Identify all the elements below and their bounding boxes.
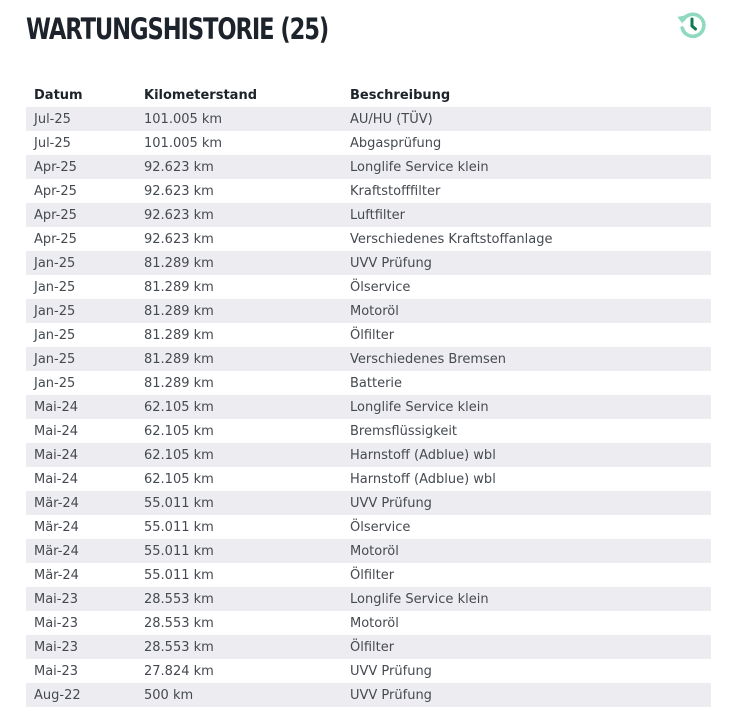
- cell-date: Jan-25: [34, 303, 76, 319]
- table-row: [26, 587, 711, 611]
- table-row: [26, 419, 711, 443]
- cell-mileage: 27.824 km: [144, 663, 214, 679]
- table-row: [26, 491, 711, 515]
- table-row: [26, 251, 711, 275]
- cell-description: Abgasprüfung: [350, 135, 442, 151]
- cell-mileage: 55.011 km: [144, 519, 214, 535]
- cell-description: UVV Prüfung: [350, 255, 432, 271]
- table-row: [26, 155, 711, 179]
- table-row: [26, 635, 711, 659]
- cell-mileage: 81.289 km: [144, 303, 214, 319]
- table-row: [26, 227, 711, 251]
- cell-mileage: 62.105 km: [144, 471, 214, 487]
- cell-mileage: 55.011 km: [144, 543, 214, 559]
- column-header-mileage: Kilometerstand: [144, 87, 258, 103]
- cell-description: Ölservice: [350, 279, 411, 295]
- cell-date: Apr-25: [34, 159, 77, 175]
- table-row: [26, 299, 711, 323]
- cell-date: Mai-24: [34, 399, 79, 415]
- cell-description: Ölfilter: [350, 639, 395, 655]
- column-header-description: Beschreibung: [350, 87, 451, 103]
- cell-description: Ölfilter: [350, 327, 395, 343]
- cell-date: Mär-24: [34, 495, 79, 511]
- cell-date: Mai-23: [34, 639, 79, 655]
- cell-mileage: 92.623 km: [144, 183, 214, 199]
- cell-date: Jan-25: [34, 255, 76, 271]
- cell-date: Jan-25: [34, 279, 76, 295]
- cell-mileage: 81.289 km: [144, 255, 214, 271]
- table-row: [26, 395, 711, 419]
- cell-date: Mai-23: [34, 615, 79, 631]
- cell-mileage: 55.011 km: [144, 495, 214, 511]
- cell-mileage: 62.105 km: [144, 447, 214, 463]
- table-row: [26, 467, 711, 491]
- cell-description: Harnstoff (Adblue) wbl: [350, 447, 496, 463]
- cell-mileage: 81.289 km: [144, 279, 214, 295]
- cell-description: Motoröl: [350, 615, 399, 631]
- cell-description: Motoröl: [350, 543, 399, 559]
- cell-date: Mär-24: [34, 519, 79, 535]
- cell-date: Jan-25: [34, 375, 76, 391]
- table-row: [26, 323, 711, 347]
- table-row: [26, 179, 711, 203]
- column-header-date: Datum: [34, 87, 83, 103]
- cell-description: Harnstoff (Adblue) wbl: [350, 471, 496, 487]
- cell-mileage: 28.553 km: [144, 615, 214, 631]
- cell-mileage: 55.011 km: [144, 567, 214, 583]
- table-row: [26, 611, 711, 635]
- cell-mileage: 81.289 km: [144, 351, 214, 367]
- cell-mileage: 62.105 km: [144, 399, 214, 415]
- cell-mileage: 500 km: [144, 687, 194, 703]
- cell-mileage: 101.005 km: [144, 135, 223, 151]
- cell-date: Apr-25: [34, 231, 77, 247]
- table-row: [26, 563, 711, 587]
- cell-date: Mai-23: [34, 663, 79, 679]
- page-title: WARTUNGSHISTORIE (25): [26, 12, 329, 46]
- cell-date: Mai-24: [34, 423, 79, 439]
- table-row: [26, 371, 711, 395]
- cell-date: Mai-23: [34, 591, 79, 607]
- cell-mileage: 62.105 km: [144, 423, 214, 439]
- cell-date: Jan-25: [34, 351, 76, 367]
- history-clock-icon: [675, 8, 709, 42]
- cell-description: Longlife Service klein: [350, 399, 489, 415]
- table-row: [26, 539, 711, 563]
- cell-mileage: 81.289 km: [144, 327, 214, 343]
- table-row: [26, 683, 711, 707]
- table-row: [26, 659, 711, 683]
- table-row: [26, 275, 711, 299]
- cell-mileage: 28.553 km: [144, 639, 214, 655]
- cell-date: Mai-24: [34, 447, 79, 463]
- cell-description: Verschiedenes Bremsen: [350, 351, 507, 367]
- cell-description: Kraftstofffilter: [350, 183, 441, 199]
- cell-mileage: 92.623 km: [144, 159, 214, 175]
- cell-description: AU/HU (TÜV): [350, 111, 433, 127]
- cell-description: UVV Prüfung: [350, 495, 432, 511]
- page-header: [26, 8, 711, 52]
- cell-description: Verschiedenes Kraftstoffanlage: [350, 231, 553, 247]
- cell-description: Batterie: [350, 375, 403, 391]
- maintenance-history-table: [26, 83, 711, 707]
- table-row: [26, 107, 711, 131]
- cell-mileage: 92.623 km: [144, 207, 214, 223]
- cell-date: Apr-25: [34, 207, 77, 223]
- cell-description: Longlife Service klein: [350, 591, 489, 607]
- cell-description: Ölfilter: [350, 567, 395, 583]
- cell-date: Jul-25: [34, 135, 71, 151]
- table-row: [26, 131, 711, 155]
- table-row: [26, 515, 711, 539]
- cell-date: Mär-24: [34, 567, 79, 583]
- cell-description: UVV Prüfung: [350, 663, 432, 679]
- cell-mileage: 101.005 km: [144, 111, 223, 127]
- cell-description: Bremsflüssigkeit: [350, 423, 458, 439]
- cell-date: Jan-25: [34, 327, 76, 343]
- cell-description: UVV Prüfung: [350, 687, 432, 703]
- table-row: [26, 203, 711, 227]
- cell-description: Ölservice: [350, 519, 411, 535]
- cell-mileage: 28.553 km: [144, 591, 214, 607]
- cell-description: Motoröl: [350, 303, 399, 319]
- cell-date: Mai-24: [34, 471, 79, 487]
- table-header: [26, 83, 711, 107]
- cell-date: Apr-25: [34, 183, 77, 199]
- table-row: [26, 443, 711, 467]
- cell-description: Longlife Service klein: [350, 159, 489, 175]
- history-button[interactable]: [675, 8, 709, 42]
- cell-mileage: 81.289 km: [144, 375, 214, 391]
- cell-date: Aug-22: [34, 687, 81, 703]
- cell-date: Jul-25: [34, 111, 71, 127]
- cell-date: Mär-24: [34, 543, 79, 559]
- cell-mileage: 92.623 km: [144, 231, 214, 247]
- cell-description: Luftfilter: [350, 207, 405, 223]
- table-body: [26, 107, 711, 707]
- table-row: [26, 347, 711, 371]
